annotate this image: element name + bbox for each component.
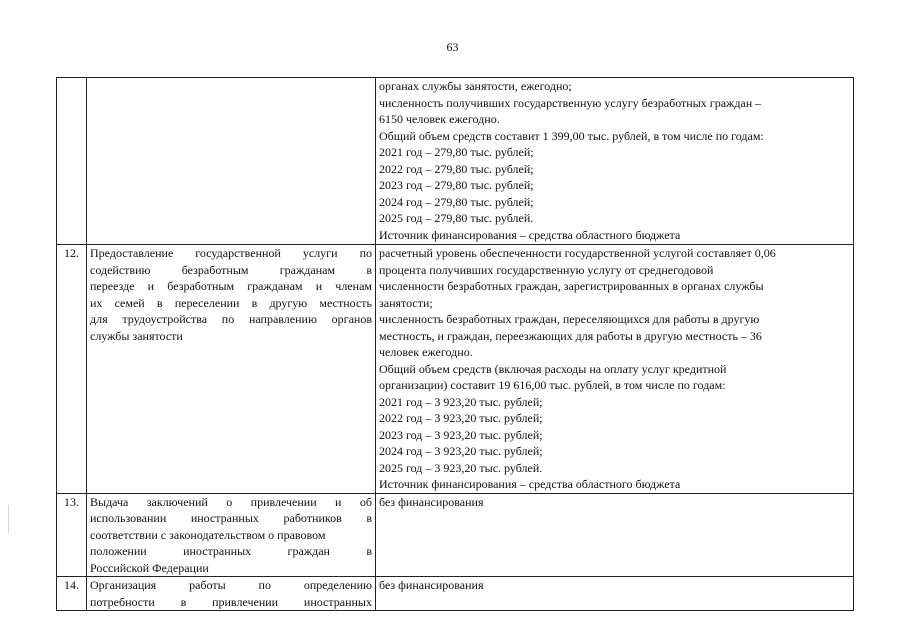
description-line: 2021 год – 279,80 тыс. рублей; (379, 145, 534, 159)
name-line: соответствии с законодательством о правовом (90, 527, 326, 542)
description-line: 2024 год – 279,80 тыс. рублей; (379, 194, 534, 209)
description-line: Общий объем средств составит 1 399,00 тыс. рублей, в том числе по годам: (379, 128, 764, 143)
description-line: численность получивших государственную услугу безработных граждан – (379, 95, 762, 110)
description-line: 2022 год – 3 923,20 тыс. рублей; (379, 411, 543, 425)
name-line: использовании иностранных работников в (90, 511, 372, 525)
description-line: численность безработных граждан, переселяющихся для работы в другую (379, 312, 760, 326)
name-line: Выдача заключений о привлечении и об (90, 494, 372, 509)
row-number-cell: 12. (57, 245, 87, 494)
description-line: процента получивших государственную услугу от среднегодовой (379, 262, 714, 277)
description-line: 2024 год – 3 923,20 тыс. рублей; (379, 444, 543, 458)
description-line: местность, и граждан, переезжающих для работы в другую местность – 36 (379, 328, 762, 343)
description-line: 2025 год – 279,80 тыс. рублей. (379, 211, 534, 225)
name-line: для трудоустройства по направлению органов (90, 312, 372, 326)
row-number-cell: 13. (57, 493, 87, 577)
row-number-cell: 14. (57, 577, 87, 611)
measure-name-cell (87, 78, 376, 245)
name-line: содействию безработным гражданам в (90, 262, 372, 277)
measure-name-cell (87, 245, 376, 494)
description-line: занятости; (379, 295, 433, 310)
measure-name-cell (87, 577, 376, 611)
name-line: потребности в привлечении иностранных (90, 594, 372, 609)
description-line: органах службы занятости, ежегодно; (379, 79, 572, 93)
name-line: положении иностранных граждан в (90, 544, 372, 558)
measure-description-cell (376, 577, 854, 611)
description-line: 6150 человек ежегодно. (379, 112, 500, 126)
description-line: без финансирования (379, 578, 484, 592)
name-line: Предоставление государственной услуги по (90, 246, 372, 260)
description-line: Источник финансирования – средства областного бюджета (379, 477, 681, 491)
description-line: без финансирования (379, 494, 484, 509)
scan-edge-mark (8, 505, 9, 533)
measure-description-cell (376, 245, 854, 494)
table-row-14 (57, 577, 854, 611)
description-line: человек ежегодно. (379, 345, 473, 359)
description-line: 2022 год – 279,80 тыс. рублей; (379, 161, 534, 176)
name-line: переезде и безработным гражданам и членам (90, 279, 372, 293)
name-line: службы занятости (90, 328, 183, 343)
description-line: расчетный уровень обеспеченности государственной услугой составляет 0,06 (379, 246, 776, 260)
description-line: 2021 год – 3 923,20 тыс. рублей; (379, 394, 543, 409)
description-line: 2025 год – 3 923,20 тыс. рублей. (379, 460, 543, 475)
name-line: Организация работы по определению (90, 578, 372, 592)
table-row-12 (57, 245, 854, 494)
table-row-13 (57, 493, 854, 577)
description-line: 2023 год – 3 923,20 тыс. рублей; (379, 427, 543, 442)
name-line: их семей в переселении в другую местность (90, 295, 372, 310)
description-line: организации) составит 19 616,00 тыс. рублей, в том числе по годам: (379, 378, 726, 392)
measure-name-cell (87, 493, 376, 577)
measures-table (56, 77, 854, 611)
page-number: 63 (446, 40, 459, 54)
description-line: Источник финансирования – средства областного бюджета (379, 227, 681, 242)
measure-description-cell (376, 493, 854, 577)
name-line: Российской Федерации (90, 560, 209, 575)
description-line: 2023 год – 279,80 тыс. рублей; (379, 178, 534, 192)
measure-description-cell (376, 78, 854, 245)
description-line: численности безработных граждан, зарегистрированных в органах службы (379, 279, 764, 293)
row-number-cell (57, 78, 87, 245)
description-line: Общий объем средств (включая расходы на оплату услуг кредитной (379, 361, 727, 376)
table-row-continuation (57, 78, 854, 245)
